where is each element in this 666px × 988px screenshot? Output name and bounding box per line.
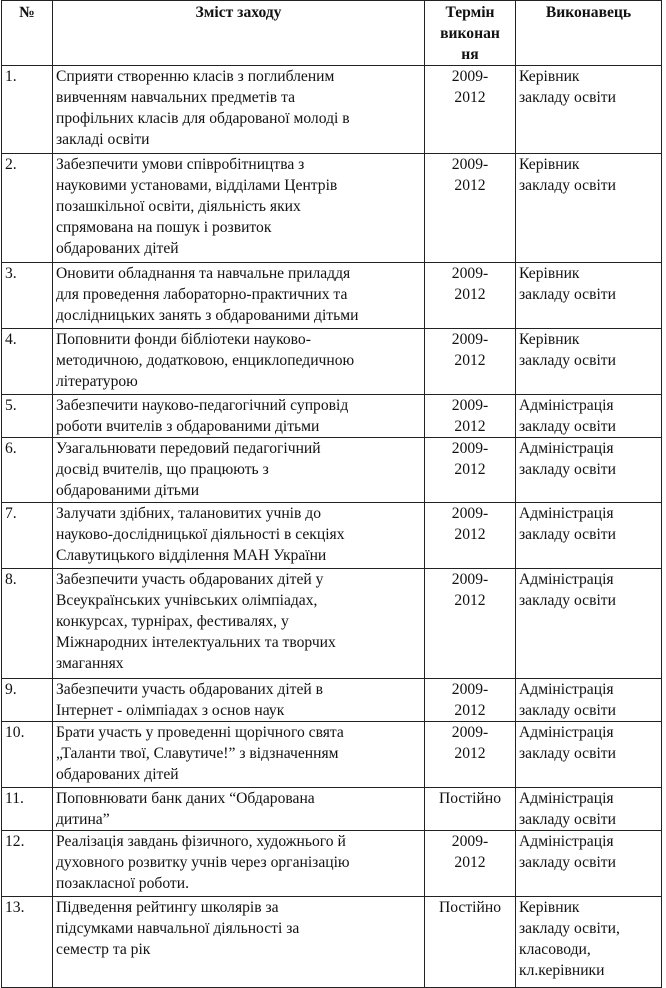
row-term: 2009- 2012 [425,154,516,263]
row-term: 2009- 2012 [425,679,516,722]
row-activity: Підведення рейтингу школярів за підсумками навчальної діяльності за семестр та рік [53,897,425,988]
row-executor: Адміністрація закладу освіти [516,503,662,569]
row-term: 2009- 2012 [425,329,516,395]
header-term: Термін виконан ня [425,1,516,66]
row-executor: Керівник закладу освіти, класоводи, кл.керівники [516,897,662,988]
row-term: 2009- 2012 [425,503,516,569]
row-number: 9. [2,679,53,722]
row-number: 2. [2,154,53,263]
row-executor: Адміністрація закладу освіти [516,788,662,831]
table-row [2,154,662,263]
row-activity: Залучати здібних, талановитих учнів до науково-дослідницької діяльності в секціях Славутицького відділення МАН України [53,503,425,569]
row-activity: Оновити обладнання та навчальне приладдя для проведення лабораторно-практичних та дослідницьких занять з обдарованими дітьми [53,263,425,329]
table-row [2,503,662,569]
row-executor: Керівник закладу освіти [516,329,662,395]
table-row [2,569,662,679]
row-activity: Реалізація завдань фізичного, художнього й духовного розвитку учнів через організацію позакласної роботи. [53,831,425,897]
row-activity: Забезпечити участь обдарованих дітей у Всеукраїнських учнівських олімпіадах, конкурсах, турнірах, фестивалях, у Міжнародних інтелектуальних та творчих змаганнях [53,569,425,679]
header-row [2,1,662,66]
row-term: 2009- 2012 [425,263,516,329]
row-number: 10. [2,722,53,788]
row-term: 2009- 2012 [425,438,516,503]
row-executor: Адміністрація закладу освіти [516,679,662,722]
header-executor: Виконавець [516,1,662,66]
row-executor: Адміністрація закладу освіти [516,569,662,679]
row-number: 3. [2,263,53,329]
row-activity: Поповнити фонди бібліотеки науково- методичною, додатковою, енциклопедичною літературою [53,329,425,395]
header-number: № [2,1,53,66]
row-number: 7. [2,503,53,569]
table-row [2,831,662,897]
row-executor: Адміністрація закладу освіти [516,831,662,897]
activity-plan-table [1,0,662,988]
row-number: 11. [2,788,53,831]
row-activity: Брати участь у проведенні щорічного свята „Таланти твої, Славутиче!” з відзначенням обдарованих дітей [53,722,425,788]
row-executor: Керівник закладу освіти [516,263,662,329]
row-activity: Забезпечити умови співробітництва з науковими установами, відділами Центрів позашкільної освіти, діяльність яких спрямована на пошук і розвиток обдарованих дітей [53,154,425,263]
row-activity: Узагальнювати передовий педагогічний досвід вчителів, що працюють з обдарованими дітьми [53,438,425,503]
header-activity: Зміст заходу [53,1,425,66]
row-executor: Адміністрація закладу освіти [516,722,662,788]
row-term: 2009- 2012 [425,66,516,154]
row-number: 1. [2,66,53,154]
row-term: 2009- 2012 [425,831,516,897]
row-number: 4. [2,329,53,395]
table-row [2,438,662,503]
row-term: 2009- 2012 [425,395,516,438]
row-executor: Адміністрація закладу освіти [516,395,662,438]
row-number: 6. [2,438,53,503]
table-row [2,395,662,438]
row-executor: Керівник закладу освіти [516,154,662,263]
table-row [2,679,662,722]
row-activity: Сприяти створенню класів з поглибленим вивченням навчальних предметів та профільних класів для обдарованої молоді в закладі освіти [53,66,425,154]
row-activity: Забезпечити участь обдарованих дітей в Інтернет - олімпіадах з основ наук [53,679,425,722]
row-number: 12. [2,831,53,897]
row-executor: Адміністрація закладу освіти [516,438,662,503]
table-row [2,897,662,988]
row-number: 8. [2,569,53,679]
table-row [2,788,662,831]
row-term: 2009- 2012 [425,569,516,679]
row-term: Постійно [425,897,516,988]
table-row [2,722,662,788]
row-term: 2009- 2012 [425,722,516,788]
row-executor: Керівник закладу освіти [516,66,662,154]
table-row [2,329,662,395]
row-activity: Поповнювати банк даних “Обдарована дитина” [53,788,425,831]
row-number: 13. [2,897,53,988]
table-row [2,66,662,154]
row-term: Постійно [425,788,516,831]
table-row [2,263,662,329]
row-activity: Забезпечити науково-педагогічний супровід роботи вчителів з обдарованими дітьми [53,395,425,438]
row-number: 5. [2,395,53,438]
